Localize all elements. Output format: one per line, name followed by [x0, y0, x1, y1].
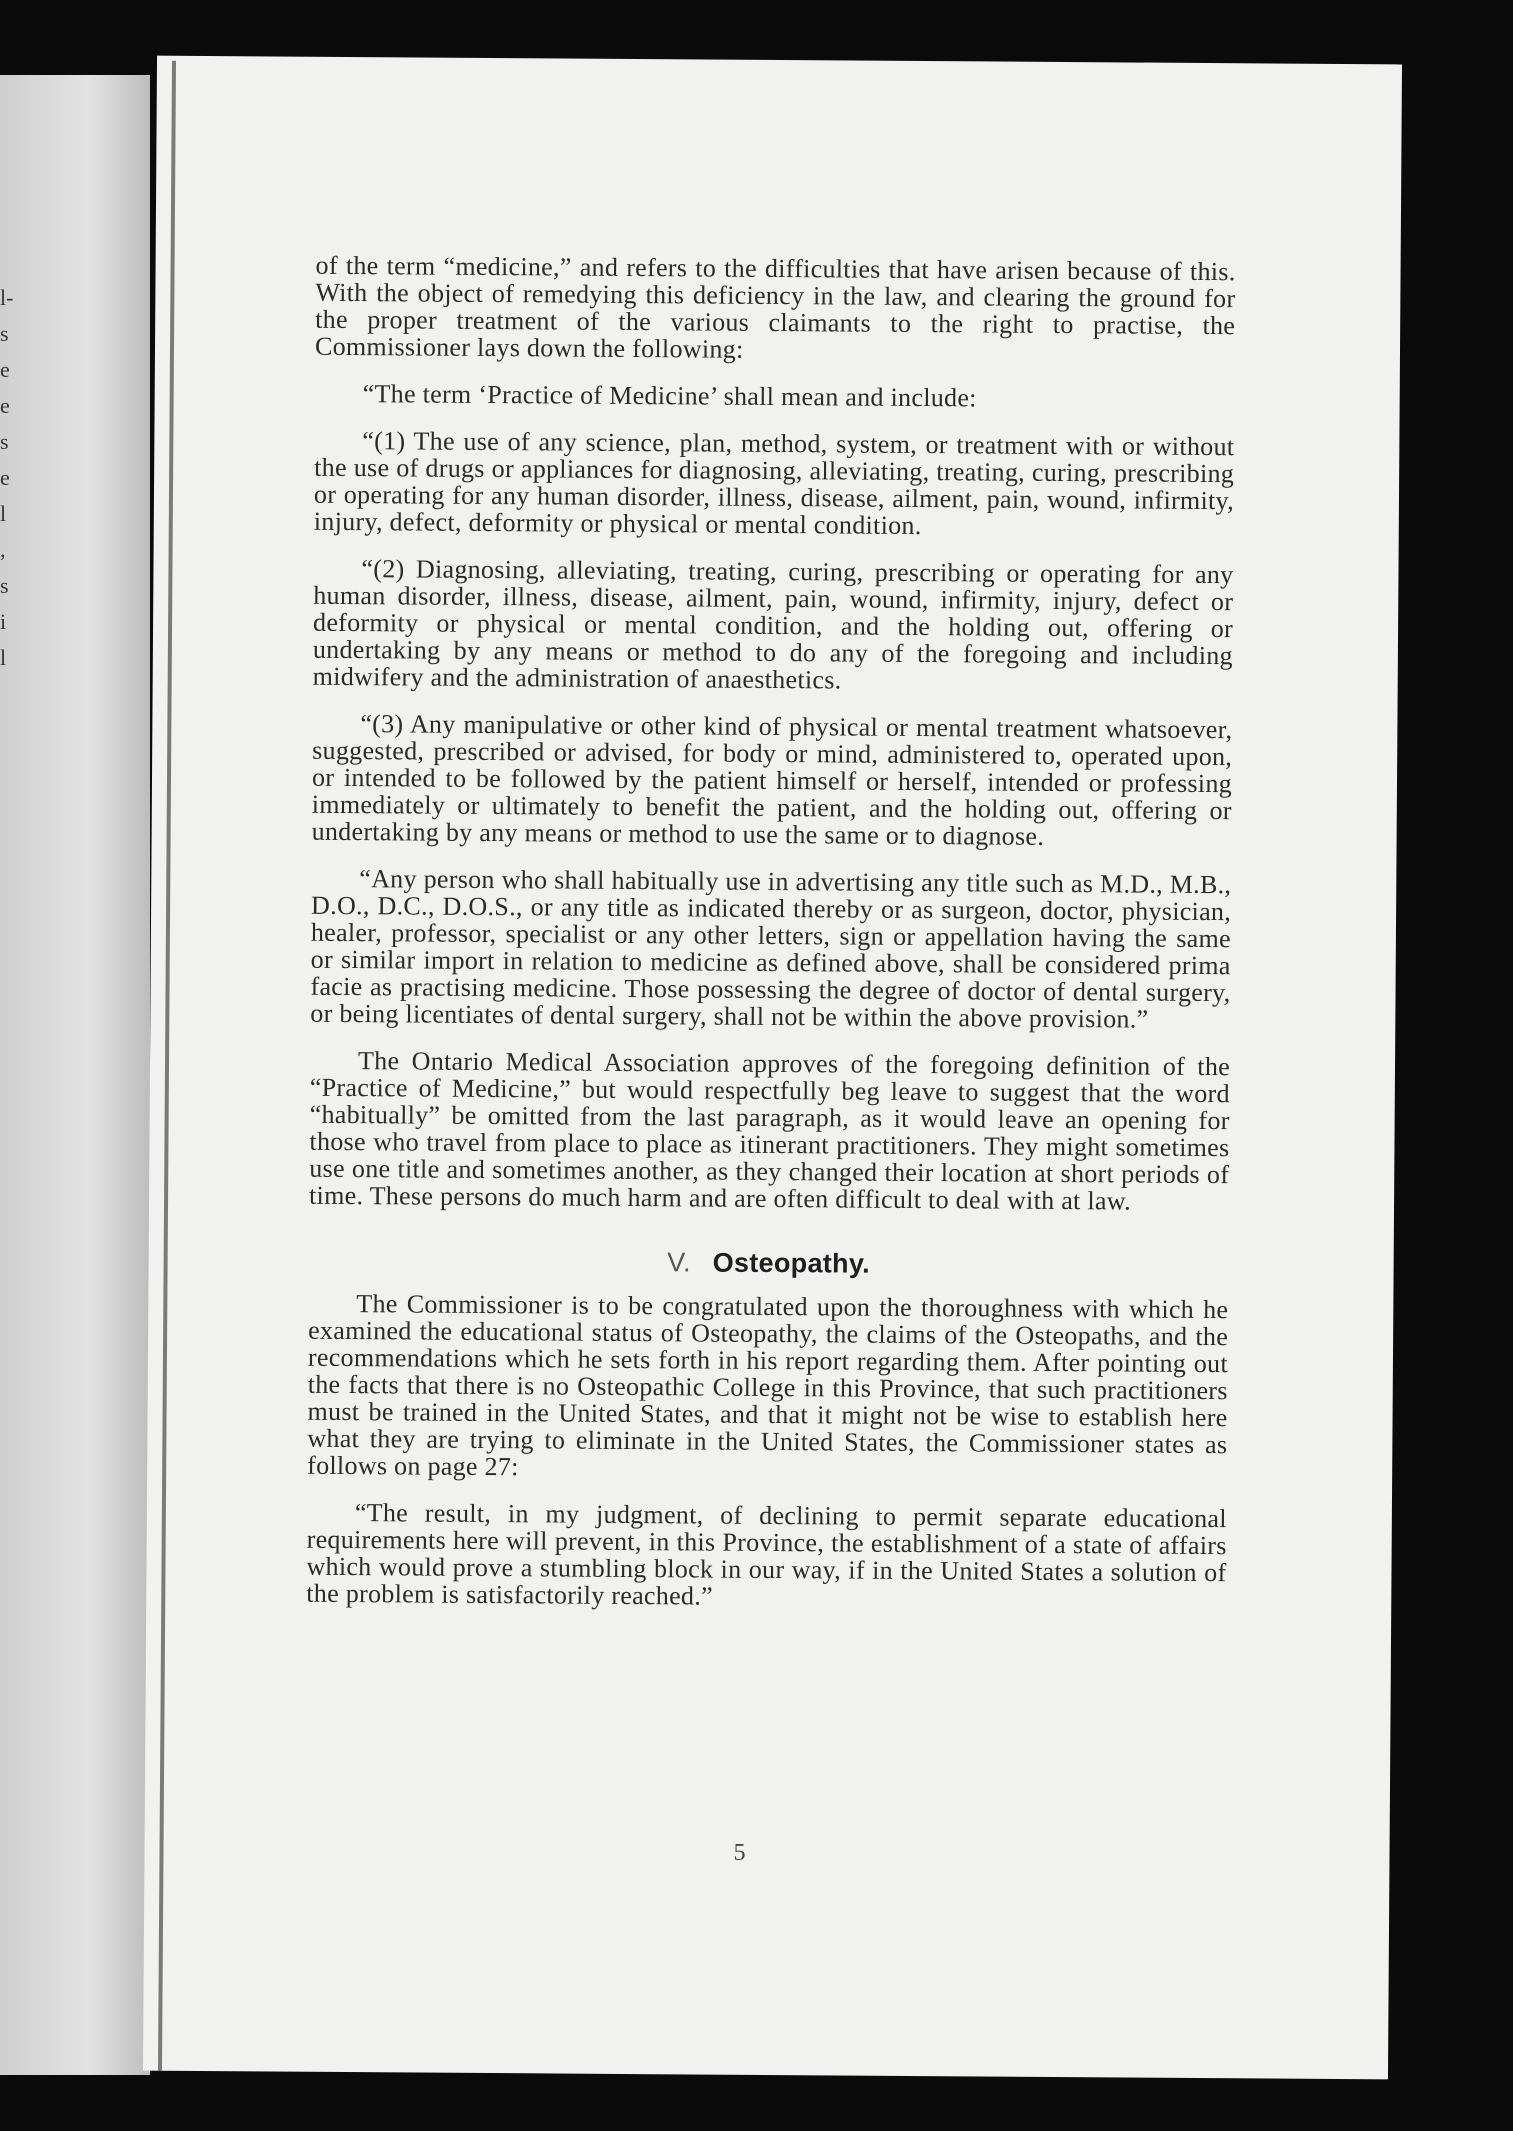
section-heading [309, 1247, 1229, 1280]
page-gutter-line [158, 61, 176, 2071]
fragment: s [0, 429, 9, 454]
paragraph: The Commissioner is to be congratulated upon the thoroughness with which he examined the educational status of Osteopathy, the claims of the Osteopaths, and the recommendations which he sets forth in his report regarding them. After pointing out the facts that there is no Osteopathic College in this Province, that such practitioners must be trained in the United States, and that it might not be wise to establish here what they are trying to eliminate in the United States, the Commissioner states as follows on page 27: [307, 1289, 1229, 1482]
definition-clause-titles: “Any person who shall habitually use in advertising any title such as M.D., M.B., D.O., D.C., D.O.S., or any title as indicated thereby or as surgeon, doctor, physician, healer, professor, specialist or any other letters, sign or appellation having the same or similar import in relation to medicine as defined above, shall be considered prima facie as practising medicine. Those possessing the degree of doctor of dental surgery, or being licentiates of dental surgery, shall not be within the above provision.” [310, 864, 1232, 1034]
fragment: e [0, 393, 10, 418]
fragment: , [0, 537, 6, 562]
fragment: e [0, 465, 10, 490]
fragment: l [0, 501, 7, 526]
facing-page-edge [0, 75, 150, 2075]
section-title: Osteopathy. [712, 1247, 871, 1279]
facing-page-text-fragments [0, 280, 20, 676]
page-number: 5 [733, 1839, 746, 1866]
fragment: s [0, 321, 9, 346]
section-number: V. [667, 1247, 691, 1278]
fragment: i [0, 609, 7, 634]
fragment: s [0, 573, 9, 598]
paragraph: The Ontario Medical Association approves of the foregoing definition of the “Practice of Medicine,” but would respectfully beg leave to suggest that the word “habitually” be omitted from the last paragraph, as it would leave an opening for those who travel from place to place as itinerant practitioners. They might sometimes use one title and sometimes another, as they changed their location at short periods of time. These persons do much harm and are often difficult to deal with at law. [308, 1046, 1231, 1216]
fragment: l- [0, 285, 14, 310]
fragment: e [0, 357, 10, 382]
definition-clause-3: “(3) Any manipulative or other kind of physical or mental treatment whatsoever, suggested, prescribed or advised, for body or mind, administered to, operated upon, or intended to be followed by the patient himself or herself, intended or professing immediately or ultimately to benefit the patient, and the holding out, offering or undertaking by any means or method to use the same or to diagnose. [311, 709, 1233, 851]
quotation: “The result, in my judgment, of declining to permit separate educational requirements here will prevent, in this Province, the establishment of a state of affairs which would prove a stumbling block in our way, if in the United States a solution of the problem is satisfactorily reached.” [306, 1498, 1227, 1611]
document-page [143, 56, 1402, 2080]
fragment: l [0, 645, 7, 670]
paragraph: of the term “medicine,” and refers to the difficulties that have arisen because of this. With the object of remedying this deficiency in the law, and clearing the ground for the proper treatment of the various claimants to the right to practise, the Commissioner lays down the following: [314, 250, 1236, 364]
definition-clause-2: “(2) Diagnosing, alleviating, treating, curing, prescribing or operating for any human disorder, illness, disease, ailment, pain, wound, infirmity, injury, defect or deformity or physical or mental condition, and the holding out, offering or undertaking by any means or method to do any of the foregoing and including midwifery and the administration of anaesthetics. [312, 554, 1234, 695]
definition-clause-1: “(1) The use of any science, plan, method, system, or treatment with or without the use of drugs or appliances for diagnosing, alleviating, treating, curing, prescribing or operating for any human disorder, illness, disease, ailment, pain, wound, infirmity, injury, defect, deformity or physical or mental condition. [313, 426, 1235, 541]
definition-intro: “The term ‘Practice of Medicine’ shall mean and include: [362, 379, 977, 413]
body-text [306, 252, 1236, 1633]
